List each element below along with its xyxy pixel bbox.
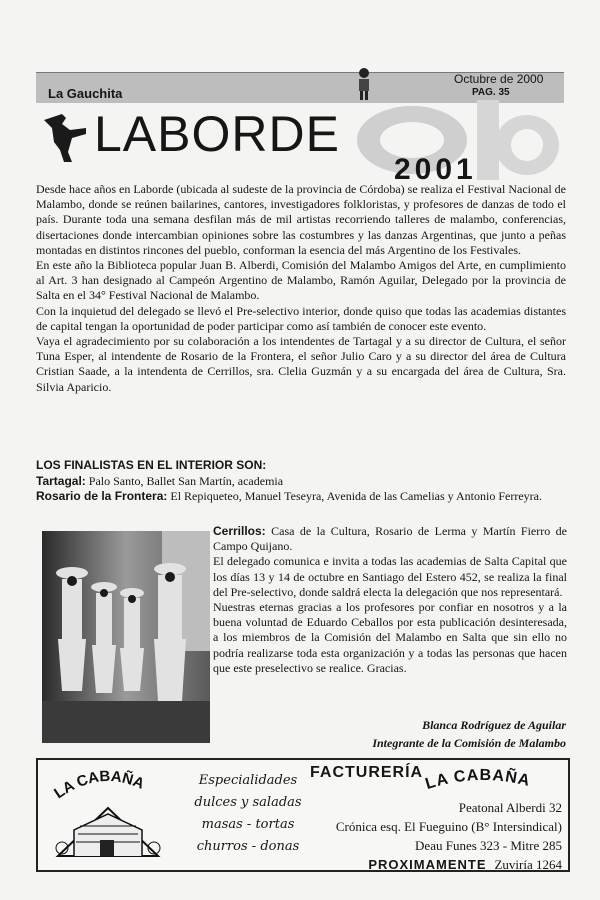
publication-name: La Gauchita (48, 86, 123, 101)
closing-column (213, 524, 567, 676)
svg-text:LA CABAÑA: LA CABAÑA (51, 767, 147, 803)
gaucho-doll-icon (354, 66, 374, 102)
la-cabana-wordmark (408, 764, 558, 798)
closing-paragraph: Nuestras eternas gracias a los profesores por confiar en nosotros y a la buena voluntad de Eduardo Ceballos por esta publicación desinteresada, a los miembros de la Comisión del Malambo en Salta que sin ello no podría realizarse toda esta organización y a todas las personas que hacen que este preselectivo se realice. Gracias. (213, 600, 567, 675)
finalist-place: Rosario de la Frontera: (36, 489, 168, 504)
article-title: LABORDE (94, 106, 340, 162)
finalist-place: Cerrillos: (213, 524, 266, 538)
address-line: Peatonal Alberdi 32 (458, 800, 562, 815)
article-year: 2001 (394, 153, 477, 186)
specialty-line: dulces y saladas (194, 795, 302, 810)
finalist-entry (213, 524, 567, 554)
svg-text:LA CABAÑA: LA CABAÑA (423, 766, 533, 793)
article-body (36, 182, 566, 395)
advertisement-box (36, 758, 570, 872)
finalists-list (36, 474, 566, 504)
finalist-place: Tartagal: (36, 474, 86, 488)
finalists-heading: LOS FINALISTAS EN EL INTERIOR SON: (36, 458, 267, 472)
upcoming-address: Zuviría 1264 (494, 857, 562, 872)
article-paragraph: Desde hace años en Laborde (ubicada al sudeste de la provincia de Córdoba) se realiza el Festival Nacional de Malambo, donde se reúnen bailarines, cantores, investigadores folkloristas, y profesores de danzas de todo el país. Durante toda una semana desfilan más de mil artistas recorriendo talleres de malambo, conferencias, disertaciones donde intercambian opiniones sobre las costumbres y las danzas Argentinas, que junto a peñas montadas en distintos rincones del pueblo, conforman la esencia del más Argentino de los Festivales. (36, 182, 566, 257)
article-paragraph: Con la inquietud del delegado se llevó el Pre-selectivo interior, donde quiso que todas las academias distantes de capital tengan la oportunidad de poder participar como así también de conocer este evento. (36, 303, 566, 333)
page-number: PAG. 35 (472, 87, 510, 98)
dancer-silhouette-icon (42, 108, 88, 164)
signature-role: Integrante de la Comisión de Malambo (372, 736, 566, 750)
address-line: Deau Funes 323 - Mitre 285 (415, 838, 562, 853)
ad-heading: FACTURERÍA (310, 764, 424, 781)
dancers-photo (42, 531, 210, 743)
address-line: Crónica esq. El Fueguino (B° Intersindical) (335, 819, 562, 834)
finalist-groups: Casa de la Cultura, Rosario de Lerma y Martín Fierro de Campo Quijano. (213, 524, 568, 554)
specialty-line: Especialidades (198, 773, 298, 788)
finalist-entry (36, 489, 566, 504)
signature-name: Blanca Rodríguez de Aguilar (422, 718, 566, 732)
finalist-entry (36, 474, 566, 489)
finalist-groups: El Repiqueteo, Manuel Teseyra, Avenida de las Camelias y Antonio Ferreyra. (170, 489, 542, 504)
la-cabana-logo (44, 764, 172, 864)
specialty-line: churros - donas (196, 839, 300, 854)
article-paragraph: Vaya el agradecimiento por su colaboración a los intendentes de Tartagal y a su director de Cultura, el señor Tuna Esper, al intendente de Rosario de la Frontera, el señor Julio Caro y a su director del área de Cultura Cristian Saade, a la intendenta de Cerrillos, sra. Clelia Guzmán y a su encargada del área de Cultura, Sra. Silvia Aparicio. (36, 334, 566, 394)
article-paragraph: En este año la Biblioteca popular Juan B. Alberdi, Comisión del Malambo Amigos del Arte, en cumplimiento al Art. 3 han designado al Campeón Argentino de Malambo, Ramón Aguilar, Delegado por la provincia de Salta en el 34° Festival Nacional de Malambo. (36, 258, 566, 303)
upcoming-location (368, 855, 562, 874)
closing-paragraph: El delegado comunica e invita a todas las academias de Salta Capital que los días 13 y 14 de octubre en Santiago del Estero 452, se realiza la final del Pre-selectivo, donde saldrá electa la delegación que nos representará. (213, 554, 567, 599)
upcoming-label: PROXIMAMENTE (368, 857, 487, 872)
specialty-line: masas - tortas (201, 817, 295, 832)
finalist-groups: Palo Santo, Ballet San Martín, academia (88, 474, 284, 488)
ad-addresses (262, 798, 562, 874)
issue-date: Octubre de 2000 (454, 72, 544, 86)
